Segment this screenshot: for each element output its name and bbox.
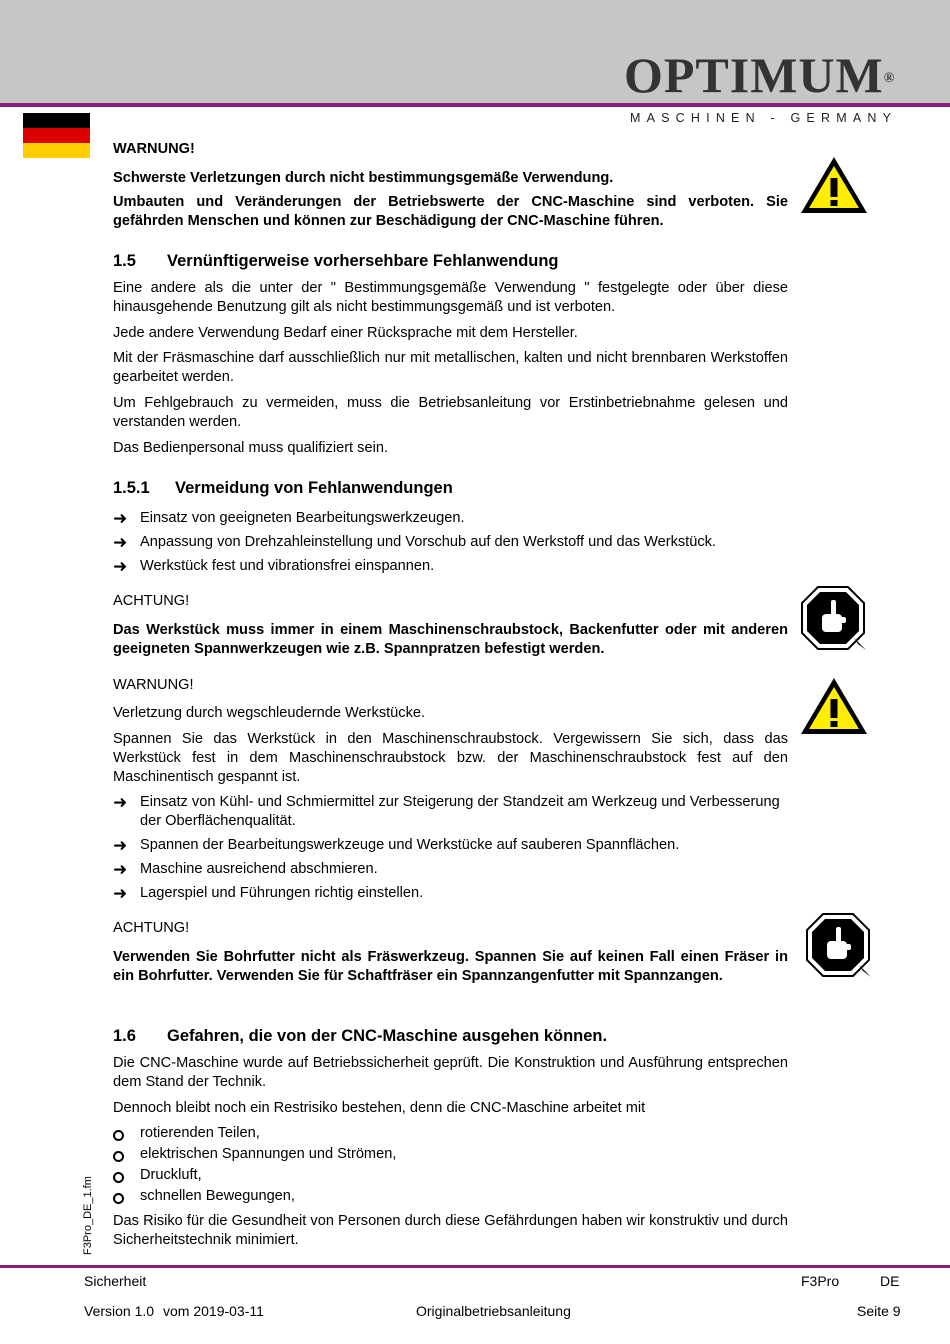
file-name-note: F3Pro_DE_1.fm <box>82 1176 94 1255</box>
arrow-icon: ➜ <box>113 884 128 903</box>
list-item: schnellen Bewegungen, <box>113 1187 788 1206</box>
paragraph: Das Bedienpersonal muss qualifiziert sein. <box>113 440 388 456</box>
footer-date: vom 2019-03-11 <box>163 1303 264 1319</box>
attention-hand-icon <box>803 911 875 981</box>
circle-bullet-icon <box>113 1130 124 1141</box>
circle-bullet-icon <box>113 1193 124 1204</box>
footer-document: Originalbetriebsanleitung <box>416 1303 571 1319</box>
footer-version: Version 1.0 <box>84 1303 155 1319</box>
warning-text: Verletzung durch wegschleudernde Werkstücke. <box>113 705 426 721</box>
list-item: ➜ Werkstück fest und vibrationsfrei einspannen. <box>113 557 435 576</box>
list-item: ➜ Spannen der Bearbeitungswerkzeuge und Werkstücke auf sauberen Spannflächen. <box>113 836 680 855</box>
list-item: ➜ Lagerspiel und Führungen richtig einstellen. <box>113 884 424 903</box>
footer-divider <box>0 1265 950 1268</box>
arrow-icon: ➜ <box>113 557 128 576</box>
logo-subtitle: MASCHINEN - GERMANY <box>630 111 898 125</box>
warning-triangle-icon <box>798 675 870 737</box>
warning-text: Umbauten und Veränderungen der Betriebswerte der CNC-Maschine sind verboten. Sie gefährden Menschen und können zur Beschädigung der CNC-Maschine führen. <box>113 194 788 229</box>
warning-label: WARNUNG! <box>113 677 194 693</box>
german-flag-icon <box>23 113 90 158</box>
optimum-logo: OPTIMUM® <box>624 47 896 103</box>
paragraph: Das Risiko für die Gesundheit von Personen durch diese Gefährdungen haben wir konstruktiv und durch Sicherheitstechnik minimiert. <box>113 1213 788 1248</box>
footer-page: Seite 9 <box>857 1303 901 1319</box>
circle-bullet-icon <box>113 1151 124 1162</box>
subsection-heading: 1.5.1 Vermeidung von Fehlanwendungen <box>113 479 453 497</box>
arrow-icon: ➜ <box>113 509 128 528</box>
arrow-icon: ➜ <box>113 793 128 812</box>
attention-text: Das Werkstück muss immer in einem Maschinenschraubstock, Backenfutter oder mit anderen geeigneten Spannwerkzeugen wie z.B. Spannpratzen befestigt werden. <box>113 622 788 657</box>
arrow-icon: ➜ <box>113 836 128 855</box>
attention-hand-icon <box>798 584 870 654</box>
attention-label: ACHTUNG! <box>113 593 190 609</box>
list-item: ➜ Einsatz von Kühl- und Schmiermittel zur Steigerung der Standzeit am Werkzeug und Verbesserung der Oberflächenqualität. <box>113 793 780 829</box>
warning-label: WARNUNG! <box>113 141 195 157</box>
paragraph: Um Fehlgebrauch zu vermeiden, muss die Betriebsanleitung vor Erstinbetriebnahme gelesen und verstanden werden. <box>113 395 788 430</box>
footer-language: DE <box>880 1273 900 1289</box>
footer-section: Sicherheit <box>84 1273 147 1289</box>
paragraph: Dennoch bleibt noch ein Restrisiko bestehen, denn die CNC-Maschine arbeitet mit <box>113 1100 646 1116</box>
list-item: Druckluft, <box>113 1166 788 1185</box>
warning-text: Spannen Sie das Werkstück in den Maschinenschraubstock. Vergewissern Sie sich, dass das Werkstück fest in dem Maschinenschraubstock bzw. der Maschinenschraubstock fest auf den Maschinentisch gespannt ist. <box>113 731 788 785</box>
arrow-icon: ➜ <box>113 533 128 552</box>
list-item: elektrischen Spannungen und Strömen, <box>113 1145 788 1164</box>
attention-label: ACHTUNG! <box>113 920 190 936</box>
section-heading: 1.6 Gefahren, die von der CNC-Maschine ausgehen können. <box>113 1027 608 1045</box>
warning-text: Schwerste Verletzungen durch nicht bestimmungsgemäße Verwendung. <box>113 170 614 186</box>
paragraph: Die CNC-Maschine wurde auf Betriebssicherheit geprüft. Die Konstruktion und Ausführung entsprechen dem Stand der Technik. <box>113 1055 788 1090</box>
arrow-icon: ➜ <box>113 860 128 879</box>
list-item: ➜ Einsatz von geeigneten Bearbeitungswerkzeugen. <box>113 509 465 528</box>
list-item: ➜ Anpassung von Drehzahleinstellung und Vorschub auf den Werkstoff und das Werkstück. <box>113 533 716 552</box>
paragraph: Jede andere Verwendung Bedarf einer Rücksprache mit dem Hersteller. <box>113 325 578 341</box>
footer-model: F3Pro <box>801 1273 840 1289</box>
circle-bullet-icon <box>113 1172 124 1183</box>
warning-triangle-icon <box>798 154 870 216</box>
section-heading: 1.5 Vernünftigerweise vorhersehbare Fehlanwendung <box>113 252 559 270</box>
list-item: rotierenden Teilen, <box>113 1124 788 1143</box>
header-divider <box>0 103 950 107</box>
paragraph: Eine andere als die unter der " Bestimmungsgemäße Verwendung " festgelegte oder über diese hinausgehende Benutzung gilt als nicht bestimmungsgemäß und ist verboten. <box>113 280 788 315</box>
paragraph: Mit der Fräsmaschine darf ausschließlich nur mit metallischen, kalten und nicht brennbaren Werkstoffen gearbeitet werden. <box>113 350 788 385</box>
list-item: ➜ Maschine ausreichend abschmieren. <box>113 860 378 879</box>
attention-text: Verwenden Sie Bohrfutter nicht als Fräswerkzeug. Spannen Sie auf keinen Fall einen Fräser in ein Bohrfutter. Verwenden Sie für Schaftfräser ein Spannzangenfutter mit Spannzangen. <box>113 949 788 984</box>
